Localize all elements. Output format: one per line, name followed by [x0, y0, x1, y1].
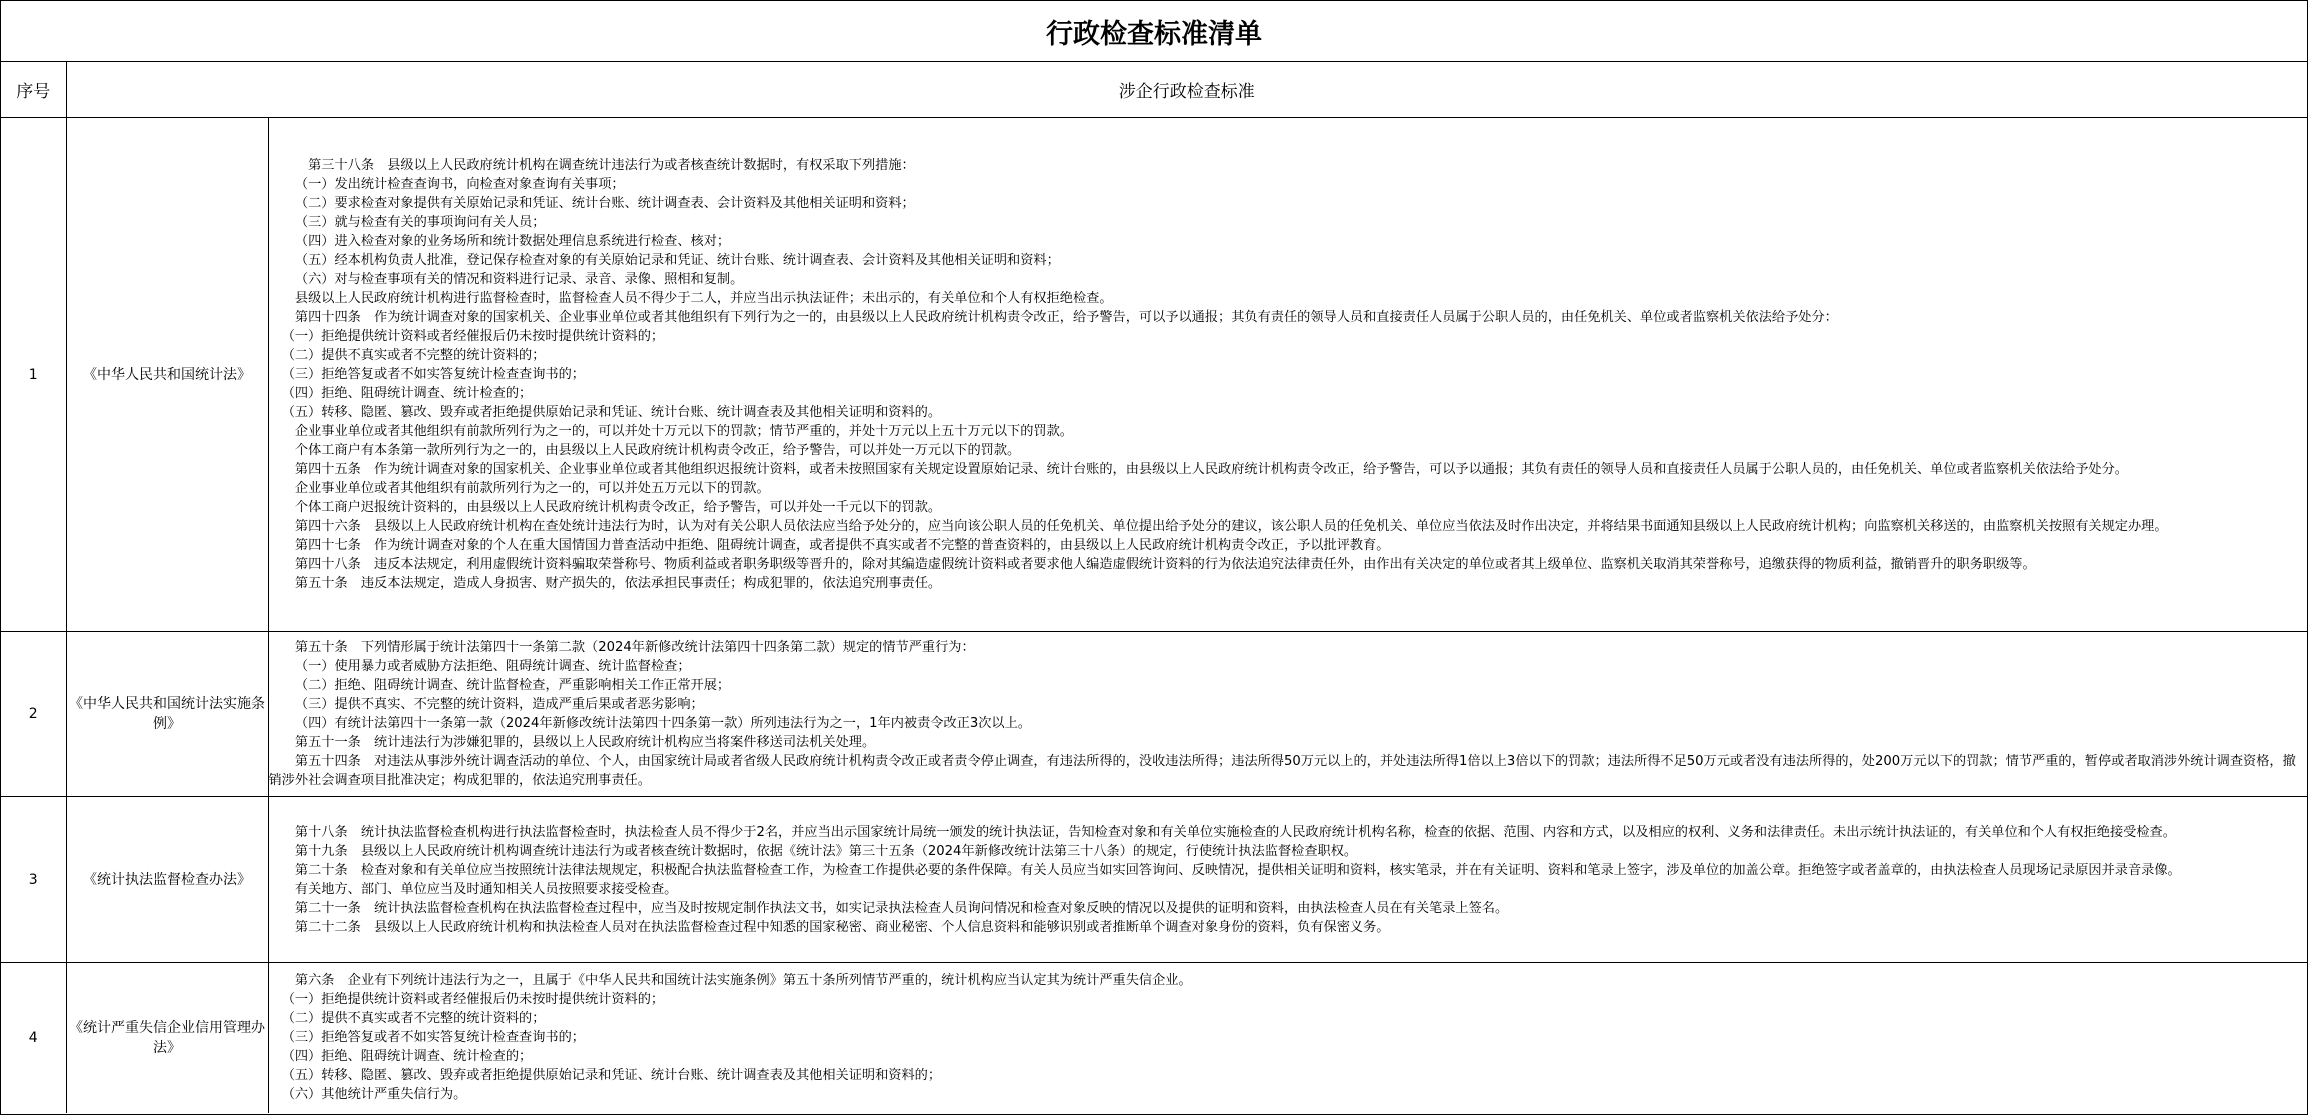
clause-line: 企业事业单位或者其他组织有前款所列行为之一的，可以并处十万元以下的罚款；情节严重的，并处十万元以上五十万元以下的罚款。 — [294, 424, 1073, 439]
clause-line: （一）发出统计检查查询书，向检查对象查询有关事项； — [294, 177, 625, 192]
clause-line: （四）进入检查对象的业务场所和统计数据处理信息系统进行检查、核对； — [294, 234, 731, 249]
law-name: 《统计严重失信企业信用管理办法》 — [66, 963, 268, 1113]
page-title: 行政检查标准清单 — [1, 1, 2307, 62]
table-row — [1, 797, 2307, 963]
clause-line: （三）拒绝答复或者不如实答复统计检查查询书的； — [281, 1030, 585, 1046]
standard-text — [268, 797, 2307, 963]
clause-line: （三）就与检查有关的事项询问有关人员； — [294, 215, 546, 230]
standard-text — [268, 632, 2307, 797]
clause-line: 第三十八条 县级以上人民政府统计机构在调查统计违法行为或者核查统计数据时，有权采取下列措施： — [308, 158, 915, 173]
clause-line: （四）拒绝、阻碍统计调查、统计检查的； — [281, 386, 533, 401]
clause-line: （一）使用暴力或者威胁方法拒绝、阻碍统计调查、统计监督检查； — [294, 659, 691, 674]
clause-line: 第二十条 检查对象和有关单位应当按照统计法律法规规定，积极配合执法监督检查工作，为检查工作提供必要的条件保障。有关人员应当如实回答询问、反映情况，提供相关证明和资料，核实笔录，并在有关证明、资料和笔录上签字，涉及单位的加盖公章。拒绝签字或者盖章的，由执法检查人员现场记录原因并录音录像。 — [294, 862, 2181, 878]
law-name: 《中华人民共和国统计法》 — [66, 118, 268, 632]
clause-line: 第四十四条 作为统计调查对象的国家机关、企业事业单位或者其他组织有下列行为之一的，由县级以上人民政府统计机构责令改正，给予警告，可以予以通报；其负有责任的领导人员和直接责任人员属于公职人员的，由任免机关、单位或者监察机关依法给予处分： — [294, 310, 1838, 325]
row-number: 2 — [1, 632, 66, 797]
clause-line: （六）其他统计严重失信行为。 — [281, 1087, 467, 1103]
clause-line: （二）提供不真实或者不完整的统计资料的； — [281, 348, 546, 363]
clause-line: 有关地方、部门、单位应当及时通知相关人员按照要求接受检查。 — [294, 881, 678, 897]
clause-line: 第十八条 统计执法监督检查机构进行执法监督检查时，执法检查人员不得少于2名，并应当出示国家统计局统一颁发的统计执法证，告知检查对象和有关单位实施检查的人民政府统计机构名称，检查的依据、范围、内容和方式，以及相应的权利、义务和法律责任。未出示统计执法证的，有关单位和个人有权拒绝接受检查。 — [294, 824, 2176, 840]
table-header-row — [1, 62, 2307, 118]
clause-line: 第二十一条 统计执法监督检查机构在执法监督检查过程中，应当及时按规定制作执法文书，如实记录执法检查人员询问情况和检查对象反映的情况以及提供的证明和资料，由执法检查人员在有关笔录上签名。 — [294, 900, 1509, 916]
clause-line: （一）拒绝提供统计资料或者经催报后仍未按时提供统计资料的； — [281, 329, 665, 344]
clause-line: （二）提供不真实或者不完整的统计资料的； — [281, 1011, 546, 1027]
clause-line: 第六条 企业有下列统计违法行为之一，且属于《中华人民共和国统计法实施条例》第五十条所列情节严重的，统计机构应当认定其为统计严重失信企业。 — [294, 973, 1192, 989]
clause-line: （六）对与检查事项有关的情况和资料进行记录、录音、录像、照相和复制。 — [294, 272, 744, 287]
clause-line: （五）转移、隐匿、篡改、毁弃或者拒绝提供原始记录和凭证、统计台账、统计调查表及其他相关证明和资料的。 — [281, 405, 942, 420]
clause-line: （二）拒绝、阻碍统计调查、统计监督检查，严重影响相关工作正常开展； — [294, 678, 731, 693]
clause-line: 第五十条 下列情形属于统计法第四十一条第二款（2024年新修改统计法第四十四条第二款）规定的情节严重行为： — [294, 640, 975, 655]
clause-line: 第五十四条 对违法从事涉外统计调查活动的单位、个人，由国家统计局或者省级人民政府统计机构责令改正或者责令停止调查，有违法所得的，没收违法所得；违法所得50万元以上的，并处违法所得1倍以上3倍以下的罚款；违法所得不足50万元或者没有违法所得的，处200万元以下的罚款；情节严重的，暂停或者取消涉外统计调查资格，撤销涉外社会调查项目批准决定；构成犯罪的，依法追究刑事责任。 — [268, 754, 2296, 788]
law-name: 《中华人民共和国统计法实施条例》 — [66, 632, 268, 797]
clause-line: （五）经本机构负责人批准，登记保存检查对象的有关原始记录和凭证、统计台账、统计调查表、会计资料及其他相关证明和资料； — [294, 253, 1060, 268]
standard-text — [268, 118, 2307, 632]
row-number: 3 — [1, 797, 66, 963]
clause-line: 第五十条 违反本法规定，造成人身损害、财产损失的，依法承担民事责任；构成犯罪的，依法追究刑事责任。 — [294, 576, 942, 591]
clause-line: 第四十七条 作为统计调查对象的个人在重大国情国力普查活动中拒绝、阻碍统计调查，或者提供不真实或者不完整的普查资料的，由县级以上人民政府统计机构责令改正，予以批评教育。 — [294, 538, 1390, 553]
law-name: 《统计执法监督检查办法》 — [66, 797, 268, 963]
clause-line: （四）拒绝、阻碍统计调查、统计检查的； — [281, 1049, 533, 1065]
table-row — [1, 118, 2307, 632]
standard-text — [268, 963, 2307, 1113]
header-standard: 涉企行政检查标准 — [66, 62, 2307, 118]
clause-line: 企业事业单位或者其他组织有前款所列行为之一的，可以并处五万元以下的罚款。 — [294, 481, 770, 496]
clause-line: 个体工商户有本条第一款所列行为之一的，由县级以上人民政府统计机构责令改正，给予警告，可以并处一万元以下的罚款。 — [294, 443, 1021, 458]
clause-line: 个体工商户迟报统计资料的，由县级以上人民政府统计机构责令改正，给予警告，可以并处一千元以下的罚款。 — [294, 500, 942, 515]
clause-line: 第十九条 县级以上人民政府统计机构调查统计违法行为或者核查统计数据时，依据《统计法》第三十五条（2024年新修改统计法第三十八条）的规定，行使统计执法监督检查职权。 — [294, 843, 1358, 859]
clause-line: （二）要求检查对象提供有关原始记录和凭证、统计台账、统计调查表、会计资料及其他相关证明和资料； — [294, 196, 915, 211]
header-serial-number: 序号 — [1, 62, 66, 118]
clause-line: 第二十二条 县级以上人民政府统计机构和执法检查人员对在执法监督检查过程中知悉的国家秘密、商业秘密、个人信息资料和能够识别或者推断单个调查对象身份的资料，负有保密义务。 — [294, 919, 1390, 935]
row-number: 1 — [1, 118, 66, 632]
clause-line: （四）有统计法第四十一条第一款（2024年新修改统计法第四十四条第一款）所列违法行为之一，1年内被责令改正3次以上。 — [294, 716, 1031, 731]
clause-line: 第四十五条 作为统计调查对象的国家机关、企业事业单位或者其他组织迟报统计资料，或者未按照国家有关规定设置原始记录、统计台账的，由县级以上人民政府统计机构责令改正，给予警告，可以予以通报；其负有责任的领导人员和直接责任人员属于公职人员的，由任免机关、单位或者监察机关依法给予处分。 — [294, 462, 2128, 477]
clause-line: （一）拒绝提供统计资料或者经催报后仍未按时提供统计资料的； — [281, 992, 665, 1008]
clause-line: 第四十八条 违反本法规定，利用虚假统计资料骗取荣誉称号、物质利益或者职务职级等晋升的，除对其编造虚假统计资料或者要求他人编造虚假统计资料的行为依法追究法律责任外，由作出有关决定的单位或者其上级单位、监察机关取消其荣誉称号，追缴获得的物质利益，撤销晋升的职务职级等。 — [294, 557, 2036, 572]
clause-line: （五）转移、隐匿、篡改、毁弃或者拒绝提供原始记录和凭证、统计台账、统计调查表及其他相关证明和资料的； — [281, 1068, 942, 1084]
table-row — [1, 963, 2307, 1113]
standards-table — [1, 62, 2307, 1113]
clause-line: 第五十一条 统计违法行为涉嫌犯罪的，县级以上人民政府统计机构应当将案件移送司法机关处理。 — [294, 735, 876, 750]
row-number: 4 — [1, 963, 66, 1113]
clause-line: （三）提供不真实、不完整的统计资料，造成严重后果或者恶劣影响； — [294, 697, 704, 712]
clause-line: 第四十六条 县级以上人民政府统计机构在查处统计违法行为时，认为对有关公职人员依法应当给予处分的，应当向该公职人员的任免机关、单位提出给予处分的建议，该公职人员的任免机关、单位应当依法及时作出决定，并将结果书面通知县级以上人民政府统计机构；向监察机关移送的，由监察机关按照有关规定办理。 — [294, 519, 2168, 534]
clause-line: （三）拒绝答复或者不如实答复统计检查查询书的； — [281, 367, 585, 382]
table-row — [1, 632, 2307, 797]
clause-line: 县级以上人民政府统计机构进行监督检查时，监督检查人员不得少于二人，并应当出示执法证件；未出示的，有关单位和个人有权拒绝检查。 — [294, 291, 1113, 306]
